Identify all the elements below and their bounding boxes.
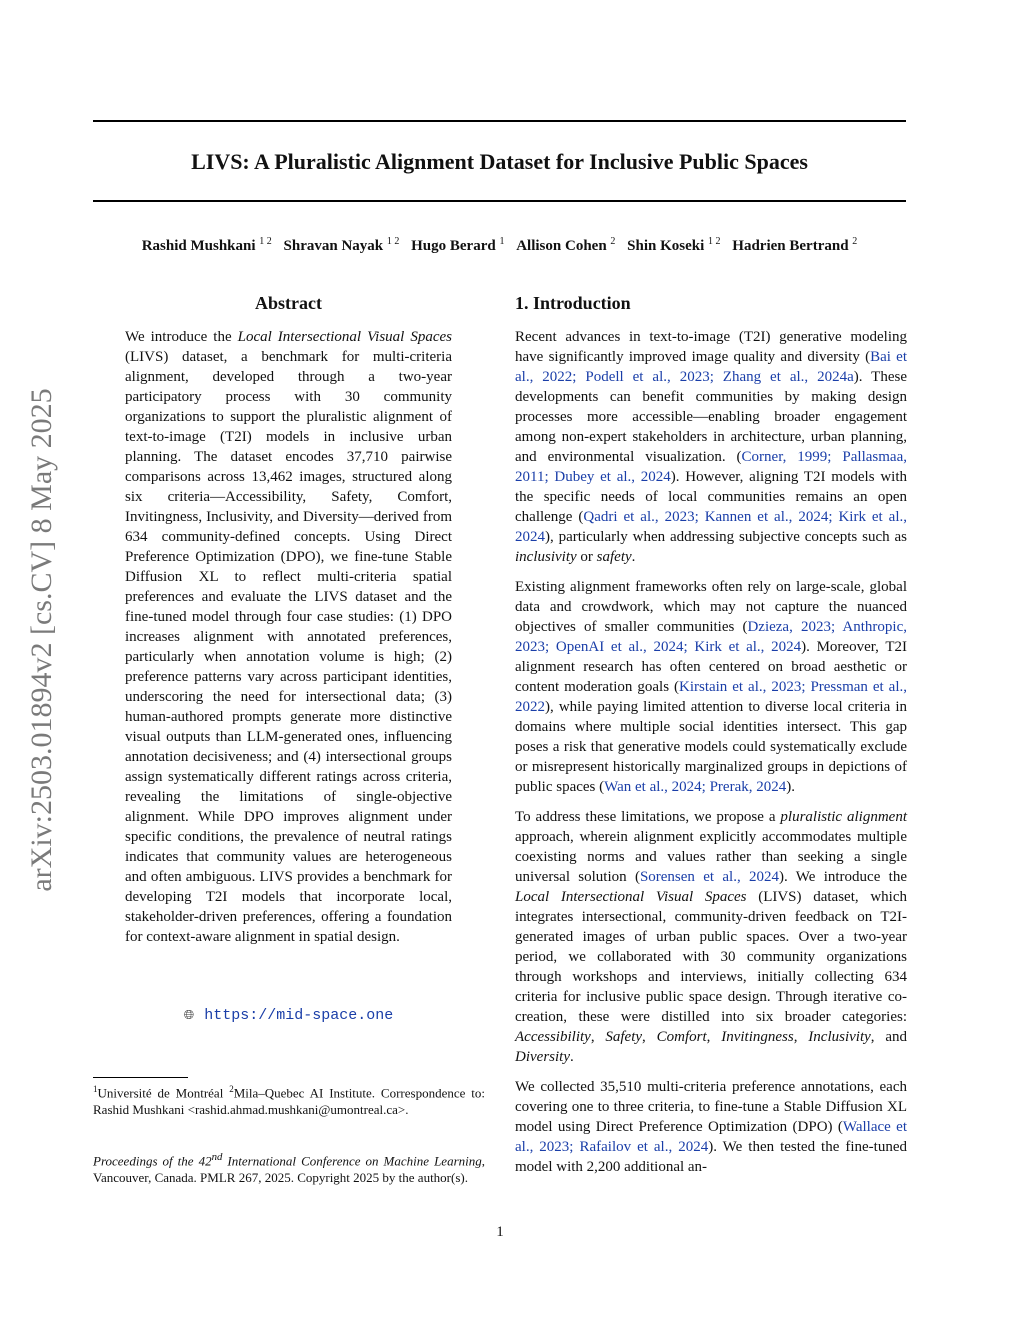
paragraph: We collected 35,510 multi-criteria preference annotations, each covering one to three criteria, to fine-tune a Stable Diffusion XL model using Direct Preference Optimization (DPO) (Wallace et al., 2023; Rafailov et al., 2024). We then tested the fine-tuned model with 2,200 additional an-	[515, 1079, 908, 1175]
page-number: 1	[496, 1224, 504, 1240]
project-link[interactable]: 🌐︎ https://mid-space.one	[183, 1007, 394, 1024]
citation[interactable]: Dzieza, 2023; Anthropic, 2023; OpenAI et al., 2024; Kirk et al., 2024	[515, 619, 907, 655]
arxiv-identifier: arXiv:2503.01894v2 [cs.CV] 8 May 2025	[25, 388, 58, 892]
globe-icon: 🌐︎	[183, 1008, 195, 1023]
citation[interactable]: Qadri et al., 2023; Kannen et al., 2024; Kirk et al., 2024	[515, 509, 907, 545]
title-bottom-rule	[93, 200, 906, 202]
author: Allison Cohen $^2$	[516, 236, 616, 254]
citation[interactable]: Kirstain et al., 2023; Pressman et al., 2022	[515, 679, 907, 715]
abstract-heading: Abstract	[255, 293, 322, 313]
author: Hadrien Bertrand $^2$	[732, 236, 858, 254]
citation[interactable]: Wan et al., 2024; Prerak, 2024	[604, 779, 787, 795]
paragraph: To address these limitations, we propose a pluralistic alignment approach, wherein alignment explicitly accommodates multiple coexisting norms and values rather than seeking a single universal solution (Sorensen et al., 2024). We introduce the Local Intersectional Visual Spaces (LIVS) dataset, which integrates intersectional, community-driven feedback on T2I-generated images of urban public spaces. Over a two-year period, we collaborated with 30 community organizations through workshops and interviews, initially collecting 634 criteria for inclusive public space design. Through iterative co-creation, these were distilled into six broader categories: Accessibility, Safety, Comfort, Invitingness, Inclusivity, and Diversity.	[515, 809, 908, 1065]
section-heading-introduction: 1. Introduction	[515, 293, 631, 313]
author: Hugo Berard $^1$	[411, 236, 505, 254]
introduction-text	[515, 327, 907, 1187]
footnote-rule	[93, 1077, 188, 1078]
affiliations-footnote: $^1$Université de Montréal $^2$Mila–Quebec AI Institute. Correspondence to: Rashid Mushkani <rashid.ahmad.mushkani@umontreal.ca>.	[93, 1084, 485, 1118]
citation[interactable]: Corner, 1999; Pallasmaa, 2011; Dubey et al., 2024	[515, 449, 907, 485]
proceedings-note: Proceedings of the 42nd International Conference on Machine Learning, Vancouver, Canada. PMLR 267, 2025. Copyright 2025 by the author(s).	[93, 1151, 485, 1186]
author: Shravan Nayak $^{1 2}$	[283, 236, 400, 254]
paper-title: LIVS: A Pluralistic Alignment Dataset for Inclusive Public Spaces	[191, 149, 808, 174]
citation[interactable]: Sorensen et al., 2024	[639, 869, 780, 885]
paragraph: Existing alignment frameworks often rely on large-scale, global data and crowdwork, which may not capture the nuanced objectives of smaller communities (Dzieza, 2023; Anthropic, 2023; OpenAI et al., 2024; Kirk et al., 2024). Moreover, T2I alignment research has often centered on broad aesthetic or content moderation goals (Kirstain et al., 2023; Pressman et al., 2022), while paying limited attention to diverse local criteria in domains where multiple social identities intersect. This gap poses a risk that generative models could systematically exclude or misrepresent historically marginalized groups in depictions of public spaces (Wan et al., 2024; Prerak, 2024).	[515, 579, 907, 795]
author: Rashid Mushkani $^{1 2}$	[141, 236, 272, 254]
title-top-rule	[93, 120, 906, 122]
author-list	[93, 236, 906, 255]
paragraph: Recent advances in text-to-image (T2I) generative modeling have significantly improved image quality and diversity (Bai et al., 2022; Podell et al., 2023; Zhang et al., 2024a). These developments can benefit communities by making design processes more accessible—enabling broader engagement among non-expert stakeholders in architecture, urban planning, and environmental visualization. (Corner, 1999; Pallasmaa, 2011; Dubey et al., 2024). However, aligning T2I models with the specific needs of local communities remains an open challenge (Qadri et al., 2023; Kannen et al., 2024; Kirk et al., 2024), particularly when addressing subjective concepts such as inclusivity or safety.	[515, 329, 907, 565]
citation[interactable]: Wallace et al., 2023; Rafailov et al., 2024	[515, 1119, 907, 1155]
citation[interactable]: Bai et al., 2022; Podell et al., 2023; Zhang et al., 2024a	[515, 349, 907, 385]
author: Shin Koseki $^{1 2}$	[627, 236, 721, 254]
abstract-text: We introduce the Local Intersectional Visual Spaces (LIVS) dataset, a benchmark for multi-criteria alignment, developed through a two-year participatory process with 30 community organizations to support the pluralistic alignment of text-to-image (T2I) models in inclusive urban planning. The dataset encodes 37,710 pairwise comparisons across 13,462 images, structured along six criteria—Accessibility, Safety, Comfort, Invitingness, Inclusivity, and Diversity—derived from 634 community-defined concepts. Using Direct Preference Optimization (DPO), we fine-tune Stable Diffusion XL to reflect multi-criteria spatial preferences and evaluate the LIVS dataset and the fine-tuned model through four case studies: (1) DPO increases alignment with annotated preferences, particularly when annotation volume is high; (2) preference patterns vary across participant identities, underscoring the need for intersectional data; (3) human-authored prompts generate more distinctive visual outputs than LLM-generated ones, influencing annotation decisiveness; and (4) intersectional groups assign systematically different ratings across criteria, revealing the limitations of single-objective alignment. While DPO improves alignment under specific conditions, the prevalence of neutral ratings indicates that community values are heterogeneous and often ambiguous. LIVS provides a benchmark for developing T2I models that incorporate local, stakeholder-driven preferences, offering a foundation for context-aware alignment in spatial design.	[125, 329, 452, 945]
